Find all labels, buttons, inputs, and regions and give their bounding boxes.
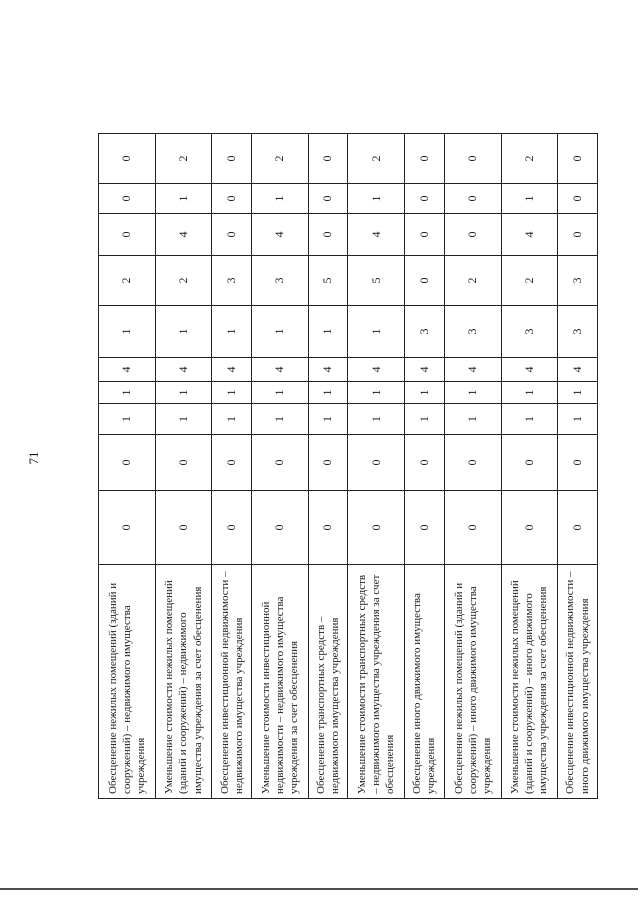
code-digit-cell: 2 [252,134,309,184]
code-digit-cell: 0 [558,184,598,214]
code-digit-cell: 1 [252,184,309,214]
code-digit-cell: 2 [348,134,405,184]
table-row [501,134,558,799]
code-digit-cell: 0 [155,435,212,491]
code-digit-cell: 0 [99,491,156,565]
code-digit-cell: 0 [212,184,252,214]
table-row [405,134,445,799]
code-digit-cell: 0 [252,491,309,565]
code-digit-cell: 1 [99,404,156,435]
code-digit-cell: 0 [252,435,309,491]
code-digit-cell: 0 [308,134,348,184]
rotated-table-container [98,134,598,799]
code-digit-cell: 0 [99,184,156,214]
code-digit-cell: 0 [99,214,156,256]
code-digit-cell: 1 [212,382,252,404]
code-digit-cell: 0 [348,491,405,565]
code-digit-cell: 3 [252,256,309,306]
code-digit-cell: 1 [308,382,348,404]
row-name-cell: Обесценение нежилых помещений (зданий и сооружений) – недвижимого имущества учреждения [99,565,156,799]
code-digit-cell: 1 [558,404,598,435]
code-digit-cell: 4 [501,358,558,382]
code-digit-cell: 0 [444,491,501,565]
code-digit-cell: 4 [444,358,501,382]
code-digit-cell: 0 [501,435,558,491]
table-row [212,134,252,799]
code-digit-cell: 5 [308,256,348,306]
code-digit-cell: 1 [308,306,348,358]
code-digit-cell: 1 [252,404,309,435]
account-codes-table [98,133,598,799]
code-digit-cell: 0 [405,214,445,256]
table-row [99,134,156,799]
code-digit-cell: 4 [558,358,598,382]
code-digit-cell: 4 [155,214,212,256]
code-digit-cell: 1 [501,404,558,435]
code-digit-cell: 1 [558,382,598,404]
code-digit-cell: 0 [405,256,445,306]
table-row [252,134,309,799]
code-digit-cell: 0 [558,491,598,565]
row-name-cell: Уменьшение стоимости транспортных средств – недвижимого имущества учреждения за счет обесценения [348,565,405,799]
table-body [99,134,598,799]
code-digit-cell: 1 [252,382,309,404]
code-digit-cell: 1 [155,404,212,435]
code-digit-cell: 3 [501,306,558,358]
code-digit-cell: 1 [405,382,445,404]
code-digit-cell: 0 [308,214,348,256]
page-number: 71 [26,451,41,465]
code-digit-cell: 0 [444,435,501,491]
code-digit-cell: 0 [308,435,348,491]
code-digit-cell: 1 [405,404,445,435]
row-name-cell: Обесценение нежилых помещений (зданий и сооружений) – иного движимого имущества учреждения [444,565,501,799]
code-digit-cell: 4 [405,358,445,382]
code-digit-cell: 1 [348,184,405,214]
code-digit-cell: 4 [252,214,309,256]
code-digit-cell: 0 [558,435,598,491]
code-digit-cell: 0 [155,491,212,565]
code-digit-cell: 3 [405,306,445,358]
code-digit-cell: 2 [444,256,501,306]
code-digit-cell: 1 [444,404,501,435]
code-digit-cell: 0 [444,134,501,184]
row-name-cell: Обесценение транспортных средств – недвижимого имущества учреждения [308,565,348,799]
code-digit-cell: 4 [348,214,405,256]
code-digit-cell: 2 [501,134,558,184]
code-digit-cell: 2 [501,256,558,306]
code-digit-cell: 0 [348,435,405,491]
code-digit-cell: 0 [558,134,598,184]
code-digit-cell: 0 [308,491,348,565]
code-digit-cell: 1 [308,404,348,435]
code-digit-cell: 0 [501,491,558,565]
code-digit-cell: 4 [212,358,252,382]
table-row [155,134,212,799]
table-row [558,134,598,799]
code-digit-cell: 3 [444,306,501,358]
code-digit-cell: 1 [348,404,405,435]
code-digit-cell: 1 [155,306,212,358]
code-digit-cell: 1 [212,306,252,358]
table-row [308,134,348,799]
code-digit-cell: 3 [558,306,598,358]
code-digit-cell: 1 [501,382,558,404]
code-digit-cell: 2 [155,134,212,184]
code-digit-cell: 4 [308,358,348,382]
code-digit-cell: 0 [405,134,445,184]
code-digit-cell: 1 [252,306,309,358]
table-wrapper [98,134,598,799]
code-digit-cell: 1 [155,184,212,214]
table-row [348,134,405,799]
code-digit-cell: 0 [99,435,156,491]
code-digit-cell: 4 [99,358,156,382]
row-name-cell: Обесценение иного движимого имущества учреждения [405,565,445,799]
code-digit-cell: 4 [155,358,212,382]
code-digit-cell: 0 [558,214,598,256]
row-name-cell: Уменьшение стоимости инвестиционной недвижимости – недвижимого имущества учреждения за счет обесценения [252,565,309,799]
row-name-cell: Уменьшение стоимости нежилых помещений (зданий и сооружений) – иного движимого имущества учреждения за счет обесценения [501,565,558,799]
code-digit-cell: 1 [444,382,501,404]
code-digit-cell: 0 [212,134,252,184]
code-digit-cell: 1 [348,306,405,358]
code-digit-cell: 0 [444,214,501,256]
code-digit-cell: 2 [99,256,156,306]
code-digit-cell: 4 [501,214,558,256]
code-digit-cell: 0 [99,134,156,184]
code-digit-cell: 1 [99,382,156,404]
code-digit-cell: 0 [405,184,445,214]
code-digit-cell: 1 [212,404,252,435]
code-digit-cell: 1 [99,306,156,358]
code-digit-cell: 4 [252,358,309,382]
code-digit-cell: 5 [348,256,405,306]
code-digit-cell: 0 [405,491,445,565]
code-digit-cell: 0 [212,214,252,256]
scan-edge-line [0,888,638,890]
code-digit-cell: 0 [212,491,252,565]
row-name-cell: Уменьшение стоимости нежилых помещений (зданий и сооружений) – недвижимого имущества учреждения за счет обесценения [155,565,212,799]
code-digit-cell: 1 [155,382,212,404]
code-digit-cell: 4 [348,358,405,382]
code-digit-cell: 0 [308,184,348,214]
code-digit-cell: 1 [501,184,558,214]
code-digit-cell: 0 [405,435,445,491]
code-digit-cell: 0 [444,184,501,214]
code-digit-cell: 0 [212,435,252,491]
code-digit-cell: 2 [155,256,212,306]
code-digit-cell: 3 [558,256,598,306]
row-name-cell: Обесценение инвестиционной недвижимости – недвижимого имущества учреждения [212,565,252,799]
code-digit-cell: 1 [348,382,405,404]
table-row [444,134,501,799]
code-digit-cell: 3 [212,256,252,306]
row-name-cell: Обесценение инвестиционной недвижимости – иного движимого имущества учреждения [558,565,598,799]
